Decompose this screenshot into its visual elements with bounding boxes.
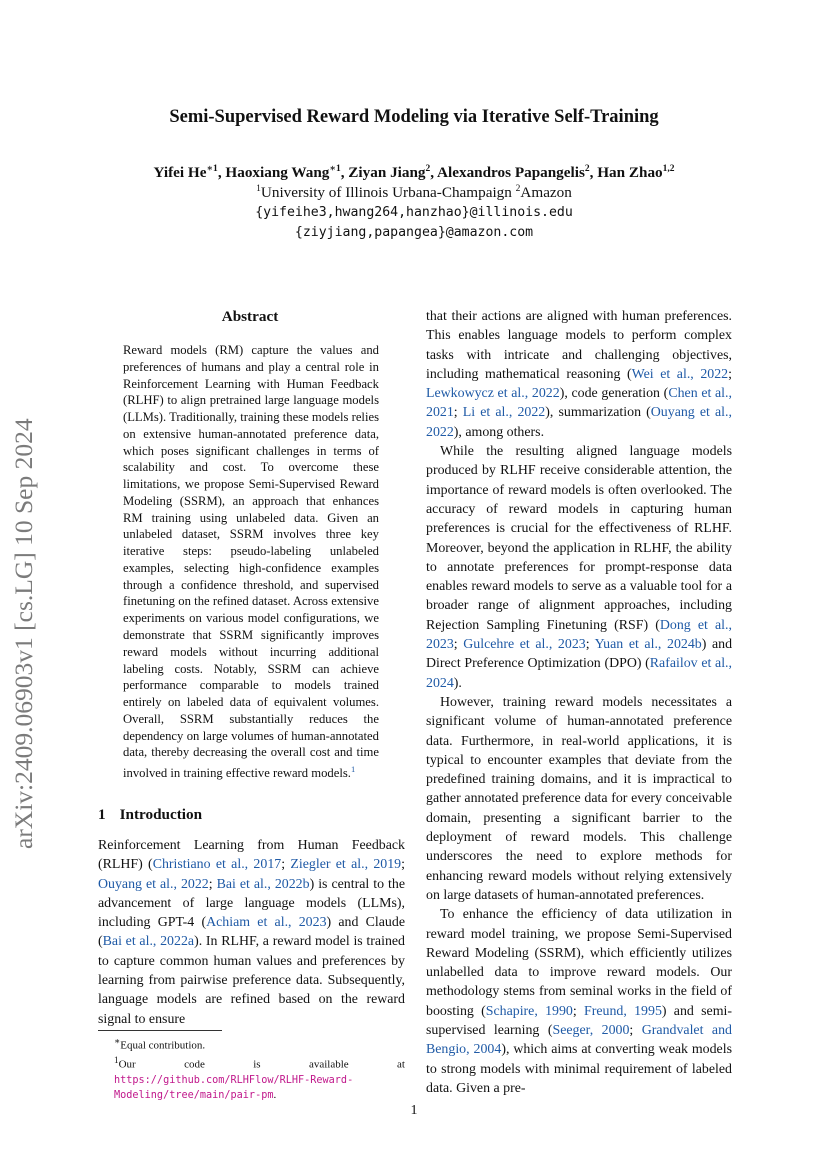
footnotes xyxy=(98,1034,405,1104)
text-run: ) and semi-supervised learning ( xyxy=(426,1003,732,1038)
text-run: ; xyxy=(585,637,595,653)
author-separator: , xyxy=(340,164,349,182)
citation-link[interactable]: Yuan et al., 2024b xyxy=(594,637,702,653)
citation-link[interactable]: Chen et al., 2021 xyxy=(426,386,732,421)
citation-link[interactable]: Dong et al., 2023 xyxy=(426,617,732,653)
citation-link[interactable]: Li et al., 2022 xyxy=(462,405,546,421)
author-list xyxy=(0,163,828,182)
body-paragraph xyxy=(426,442,732,693)
citation-link[interactable]: Bai et al., 2022b xyxy=(216,876,310,892)
author-mark: 1,2 xyxy=(662,164,675,174)
affiliation-two: Amazon xyxy=(520,184,572,202)
text-run: ) and Direct Preference Optimization (DPO) ( xyxy=(426,637,733,672)
text-run: ; xyxy=(453,637,464,653)
section-title: Introduction xyxy=(119,806,203,823)
affiliations xyxy=(0,184,828,202)
text-run: To enhance the efficiency of data utilization in reward model training, we propose Semi-Supervised Reward Modeling (SSRM), which efficiently utilizes unlabelled data to improve reward models. Our methodology stems from seminal works in the field of boosting ( xyxy=(426,907,732,1019)
citation-link[interactable]: Lewkowycz et al., 2022 xyxy=(426,386,560,402)
citation-link[interactable]: Schapire, 1990 xyxy=(485,1003,573,1019)
citation-link[interactable]: Bai et al., 2022a xyxy=(102,934,195,950)
text-run: ; xyxy=(629,1022,642,1038)
footnote-text: Our code is available at xyxy=(118,1058,405,1071)
citation-link[interactable]: Freund, 1995 xyxy=(584,1003,662,1019)
footnote-mark: ∗ xyxy=(114,1036,121,1046)
text-run: ) is central to the advancement of large language models (LLMs), including GPT-4 ( xyxy=(98,876,405,931)
citation-link[interactable]: Achiam et al., 2023 xyxy=(206,915,327,931)
author-mark: 2 xyxy=(425,164,431,174)
right-column xyxy=(426,307,732,1098)
author-separator: , xyxy=(217,164,226,182)
text-run: Reinforcement Learning from Human Feedback (RLHF) ( xyxy=(98,838,405,873)
abstract-text xyxy=(123,342,379,782)
text-run: ; xyxy=(728,366,732,382)
section-number: 1 xyxy=(98,806,106,823)
author-name: Haoxiang Wang xyxy=(225,164,330,182)
text-run: ). In RLHF, a reward model is trained to capture common human values and preferences by learning from pairwise preference data. Subsequently, language models are refined based on the reward signal to ensure xyxy=(98,934,406,1027)
text-run: ; xyxy=(401,857,405,873)
footnote-text: . xyxy=(273,1089,277,1102)
citation-link[interactable]: Grandvalet and Bengio, 2004 xyxy=(426,1022,732,1058)
body-paragraph xyxy=(426,905,732,1098)
text-run: ), summarization ( xyxy=(545,405,651,421)
text-run: ), code generation ( xyxy=(559,386,669,402)
affiliation-mark: 1 xyxy=(256,184,261,194)
text-run: ; xyxy=(281,857,291,873)
text-run: ; xyxy=(572,1003,585,1019)
body-paragraph: However, training reward models necessitates a significant volume of human-annotated preference data. Furthermore, in real-world applications, it is typical to encounter examples that deviate from the predefined training domains, and it is impractical to gather annotated preference data for every conceivable domain, presenting a significant barrier to the deployment of reward models. This challenge underscores the need to explore methods for enhancing reward models without relying extensively on large datasets of human-annotated preferences. xyxy=(426,694,732,903)
arxiv-side-label: arXiv:2409.06903v1 [cs.LG] 10 Sep 2024 xyxy=(9,418,38,849)
author-name: Han Zhao xyxy=(597,164,663,182)
text-run: ; xyxy=(453,405,463,421)
author-mark: 2 xyxy=(584,164,590,174)
footnote-mark: 1 xyxy=(114,1055,119,1066)
text-run: ), which aims at converting weak models to strong models with minimal requirement of labeled data. Given a pre- xyxy=(426,1042,732,1096)
citation-link[interactable]: Christiano et al., 2017 xyxy=(152,857,282,873)
text-run: ), among others. xyxy=(453,424,545,440)
citation-link[interactable]: Seeger, 2000 xyxy=(552,1022,630,1038)
footnote-code xyxy=(98,1053,405,1103)
intro-paragraph xyxy=(98,836,405,1029)
citation-link[interactable]: Gulcehre et al., 2023 xyxy=(463,637,586,653)
section-heading-introduction xyxy=(98,806,202,824)
author-name: Yifei He xyxy=(153,164,207,182)
paper-title: Semi-Supervised Reward Modeling via Iterative Self-Training xyxy=(169,107,659,127)
author-separator: , xyxy=(589,164,598,182)
citation-link[interactable]: Ouyang et al., 2022 xyxy=(98,876,209,892)
citation-link[interactable]: Wei et al., 2022 xyxy=(631,366,729,382)
footnote-link[interactable]: 1 xyxy=(350,764,356,775)
footnote-text: Equal contribution. xyxy=(120,1039,206,1052)
abstract-body: Reward models (RM) capture the values and preferences of humans and play a central role in Reinforcement Learning with Human Feedback (RLHF) to align pretrained large language models (LLMs). Traditionally, training these models relies on extensive human-annotated preference data, which poses significant challenges in terms of scalability and cost. To overcome these limitations, we propose Semi-Supervised Reward Modeling (SSRM), an approach that enhances RM training using unlabeled data. Given an unlabeled dataset, SSRM involves three key iterative steps: pseudo-labeling unlabeled examples, selecting high-confidence examples through a confidence threshold, and supervised finetuning on the refined dataset. Across extensive experiments on various model configurations, we demonstrate that SSRM significantly improves reward models without incurring additional labeling costs. Notably, SSRM can achieve performance comparable to models trained entirely on labeled data of equivalent volumes. Overall, SSRM substantially reduces the dependency on large volumes of human-annotated data, thereby decreasing the overall cost and time involved in training effective reward models. xyxy=(123,343,379,781)
text-run: ) and Claude ( xyxy=(98,915,405,950)
affiliation-one: University of Illinois Urbana-Champaign xyxy=(260,184,516,202)
citation-link[interactable]: Ouyang et al., 2022 xyxy=(426,405,732,440)
email-line-amazon: {ziyjiang,papangea}@amazon.com xyxy=(294,225,534,240)
text-run: ; xyxy=(208,876,217,892)
author-mark: ∗1 xyxy=(329,164,341,174)
body-paragraph xyxy=(426,307,732,442)
author-mark: ∗1 xyxy=(206,164,218,174)
page-number: 1 xyxy=(410,1103,418,1118)
email-line-illinois: {yifeihe3,hwang264,hanzhao}@illinois.edu xyxy=(255,205,573,220)
text-run: While the resulting aligned language models produced by RLHF receive considerable attention, the importance of reward models is often overlooked. The accuracy of reward models in capturing human preferences is crucial for the effectiveness of RLHF. Moreover, beyond the application in RLHF, the ability to annotate preferences for prompt-response data enables reward models to serve as a valuable tool for a broader range of alignment approaches, including Rejection Sampling Finetuning (RSF) ( xyxy=(426,444,732,633)
footnote-equal-contribution xyxy=(98,1034,405,1053)
abstract-heading: Abstract xyxy=(221,308,279,325)
footnote-divider xyxy=(98,1030,222,1031)
author-name: Alexandros Papangelis xyxy=(437,164,585,182)
text-run: ). xyxy=(453,675,462,691)
citation-link[interactable]: Ziegler et al., 2019 xyxy=(290,857,402,873)
author-name: Ziyan Jiang xyxy=(348,164,426,182)
text-run: that their actions are aligned with human preferences. This enables language models to perform complex tasks with intricate and challenging objectives, including mathematical reasoning ( xyxy=(426,309,732,382)
author-separator: , xyxy=(430,164,438,182)
code-url-link[interactable]: https://github.com/RLHFlow/RLHF-Reward-Modeling/tree/main/pair-pm xyxy=(114,1074,354,1102)
affiliation-mark: 2 xyxy=(515,184,521,194)
citation-link[interactable]: Rafailov et al., 2024 xyxy=(426,656,732,691)
